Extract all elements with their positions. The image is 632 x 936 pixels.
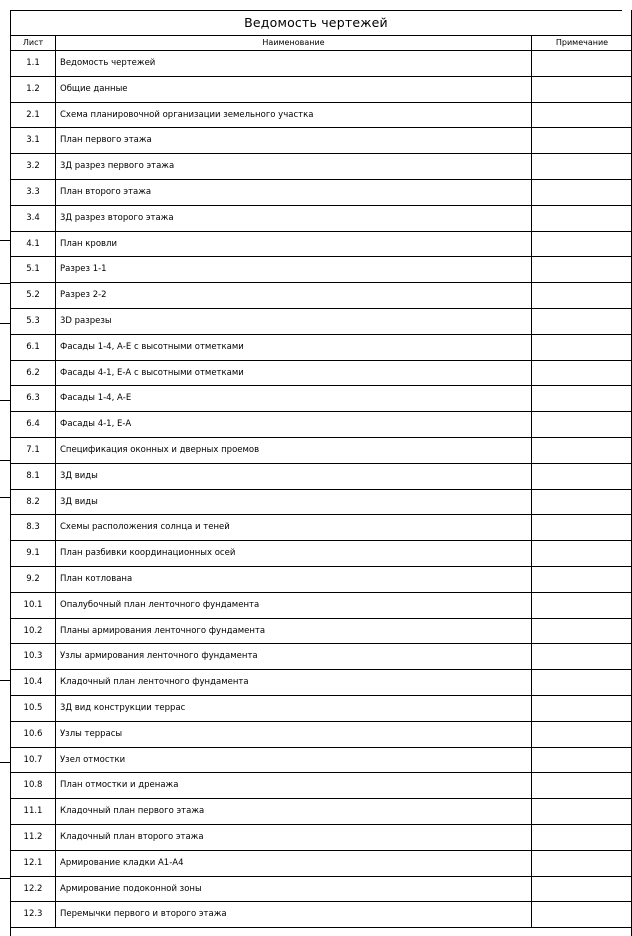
sheet-number: 3.2 [11, 154, 56, 180]
frame-tick-mark [0, 283, 10, 284]
sheet-number: 3.1 [11, 128, 56, 154]
sheet-name: Ведомость чертежей [56, 51, 532, 77]
sheet-number: 12.3 [11, 902, 56, 928]
sheet-note [532, 283, 632, 309]
sheet-note [532, 76, 632, 102]
sheet-number: 10.5 [11, 695, 56, 721]
sheet-note [532, 799, 632, 825]
sheet-name: Узел отмостки [56, 747, 532, 773]
frame-tick-mark [0, 323, 10, 324]
sheet-note [532, 360, 632, 386]
sheet-number: 9.1 [11, 541, 56, 567]
sheet-number: 5.1 [11, 257, 56, 283]
frame-tick-mark [0, 460, 10, 461]
sheet-note [532, 412, 632, 438]
sheet-name: План первого этажа [56, 128, 532, 154]
sheet-name: Фасады 1-4, А-Е с высотными отметками [56, 334, 532, 360]
sheet-note [532, 102, 632, 128]
sheet-number: 6.2 [11, 360, 56, 386]
sheet-note [532, 386, 632, 412]
table-row [11, 102, 632, 128]
drawing-list-table [10, 35, 632, 928]
column-header-sheet: Лист [11, 36, 56, 51]
sheet-note [532, 51, 632, 77]
sheet-name: Общие данные [56, 76, 532, 102]
sheet-number: 8.3 [11, 515, 56, 541]
sheet-number: 4.1 [11, 231, 56, 257]
table-row [11, 205, 632, 231]
sheet-name: 3Д разрез второго этажа [56, 205, 532, 231]
table-row [11, 360, 632, 386]
sheet-name: 3Д разрез первого этажа [56, 154, 532, 180]
sheet-note [532, 850, 632, 876]
sheet-name: Перемычки первого и второго этажа [56, 902, 532, 928]
table-row [11, 463, 632, 489]
sheet-number: 5.3 [11, 308, 56, 334]
table-row [11, 695, 632, 721]
sheet-number: 2.1 [11, 102, 56, 128]
sheet-note [532, 695, 632, 721]
sheet-name: Узлы армирования ленточного фундамента [56, 644, 532, 670]
sheet-number: 10.2 [11, 618, 56, 644]
sheet-note [532, 824, 632, 850]
sheet-name: План кровли [56, 231, 532, 257]
table-row [11, 618, 632, 644]
sheet-name: Опалубочный план ленточного фундамента [56, 592, 532, 618]
sheet-note [532, 231, 632, 257]
sheet-note [532, 463, 632, 489]
table-row [11, 128, 632, 154]
sheet-name: Фасады 1-4, А-Е [56, 386, 532, 412]
table-row [11, 283, 632, 309]
table-row [11, 541, 632, 567]
sheet-number: 11.2 [11, 824, 56, 850]
sheet-note [532, 618, 632, 644]
sheet-note [532, 670, 632, 696]
table-row [11, 721, 632, 747]
sheet-name: План отмостки и дренажа [56, 773, 532, 799]
sheet-name: Планы армирования ленточного фундамента [56, 618, 532, 644]
sheet-note [532, 721, 632, 747]
sheet-name: Спецификация оконных и дверных проемов [56, 437, 532, 463]
table-row [11, 154, 632, 180]
table-row [11, 747, 632, 773]
sheet-note [532, 334, 632, 360]
sheet-note [532, 308, 632, 334]
sheet-name: Схемы расположения солнца и теней [56, 515, 532, 541]
sheet-name: Разрез 2-2 [56, 283, 532, 309]
sheet-name: Армирование кладки А1-А4 [56, 850, 532, 876]
table-row [11, 412, 632, 438]
sheet-name: Узлы террасы [56, 721, 532, 747]
sheet-note [532, 644, 632, 670]
sheet-note [532, 773, 632, 799]
sheet-name: Кладочный план ленточного фундамента [56, 670, 532, 696]
table-row [11, 566, 632, 592]
table-row [11, 592, 632, 618]
sheet-note [532, 747, 632, 773]
sheet-name: Кладочный план второго этажа [56, 824, 532, 850]
table-row [11, 437, 632, 463]
sheet-name: Фасады 4-1, Е-А [56, 412, 532, 438]
table-row [11, 51, 632, 77]
table-row [11, 386, 632, 412]
sheet-number: 10.8 [11, 773, 56, 799]
sheet-note [532, 179, 632, 205]
sheet-name: Кладочный план первого этажа [56, 799, 532, 825]
frame-tick-mark [0, 762, 10, 763]
table-header-row [11, 36, 632, 51]
table-row [11, 515, 632, 541]
sheet-number: 6.4 [11, 412, 56, 438]
table-row [11, 824, 632, 850]
sheet-number: 1.2 [11, 76, 56, 102]
sheet-note [532, 592, 632, 618]
sheet-number: 1.1 [11, 51, 56, 77]
sheet-name: План котлована [56, 566, 532, 592]
sheet-name: План второго этажа [56, 179, 532, 205]
sheet-number: 8.2 [11, 489, 56, 515]
sheet-note [532, 541, 632, 567]
table-row [11, 850, 632, 876]
sheet-number: 10.4 [11, 670, 56, 696]
sheet-number: 8.1 [11, 463, 56, 489]
table-row [11, 902, 632, 928]
sheet-number: 12.1 [11, 850, 56, 876]
table-row [11, 179, 632, 205]
table-row [11, 308, 632, 334]
sheet-note [532, 205, 632, 231]
table-row [11, 799, 632, 825]
sheet-number: 12.2 [11, 876, 56, 902]
sheet-name: 3Д виды [56, 463, 532, 489]
sheet-number: 3.3 [11, 179, 56, 205]
sheet-name: 3Д виды [56, 489, 532, 515]
table-row [11, 876, 632, 902]
sheet-number: 10.7 [11, 747, 56, 773]
table-row [11, 773, 632, 799]
sheet-note [532, 489, 632, 515]
sheet-name: 3Д вид конструкции террас [56, 695, 532, 721]
column-header-name: Наименование [56, 36, 532, 51]
table-row [11, 644, 632, 670]
sheet-note [532, 437, 632, 463]
sheet-number: 6.3 [11, 386, 56, 412]
sheet-number: 11.1 [11, 799, 56, 825]
sheet-note [532, 154, 632, 180]
sheet-name: Армирование подоконной зоны [56, 876, 532, 902]
sheet-number: 5.2 [11, 283, 56, 309]
table-row [11, 334, 632, 360]
frame-tick-mark [0, 680, 10, 681]
sheet-note [532, 566, 632, 592]
table-row [11, 76, 632, 102]
frame-tick-mark [0, 240, 10, 241]
table-row [11, 231, 632, 257]
sheet-name: План разбивки координационных осей [56, 541, 532, 567]
sheet-name: Схема планировочной организации земельного участка [56, 102, 532, 128]
frame-tick-mark [0, 497, 10, 498]
sheet-note [532, 257, 632, 283]
sheet-number: 6.1 [11, 334, 56, 360]
sheet-note [532, 876, 632, 902]
frame-tick-mark [0, 878, 10, 879]
sheet-name: Фасады 4-1, Е-А с высотными отметками [56, 360, 532, 386]
sheet-number: 9.2 [11, 566, 56, 592]
frame-tick-mark [0, 400, 10, 401]
column-header-note: Примечание [532, 36, 632, 51]
sheet-number: 10.3 [11, 644, 56, 670]
sheet-number: 10.1 [11, 592, 56, 618]
sheet-number: 3.4 [11, 205, 56, 231]
sheet-note [532, 902, 632, 928]
sheet-name: Разрез 1-1 [56, 257, 532, 283]
sheet-note [532, 128, 632, 154]
table-row [11, 257, 632, 283]
table-row [11, 670, 632, 696]
sheet-name: 3D разрезы [56, 308, 532, 334]
table-row [11, 489, 632, 515]
sheet-number: 10.6 [11, 721, 56, 747]
sheet-number: 7.1 [11, 437, 56, 463]
sheet-note [532, 515, 632, 541]
document-title: Ведомость чертежей [244, 15, 388, 30]
